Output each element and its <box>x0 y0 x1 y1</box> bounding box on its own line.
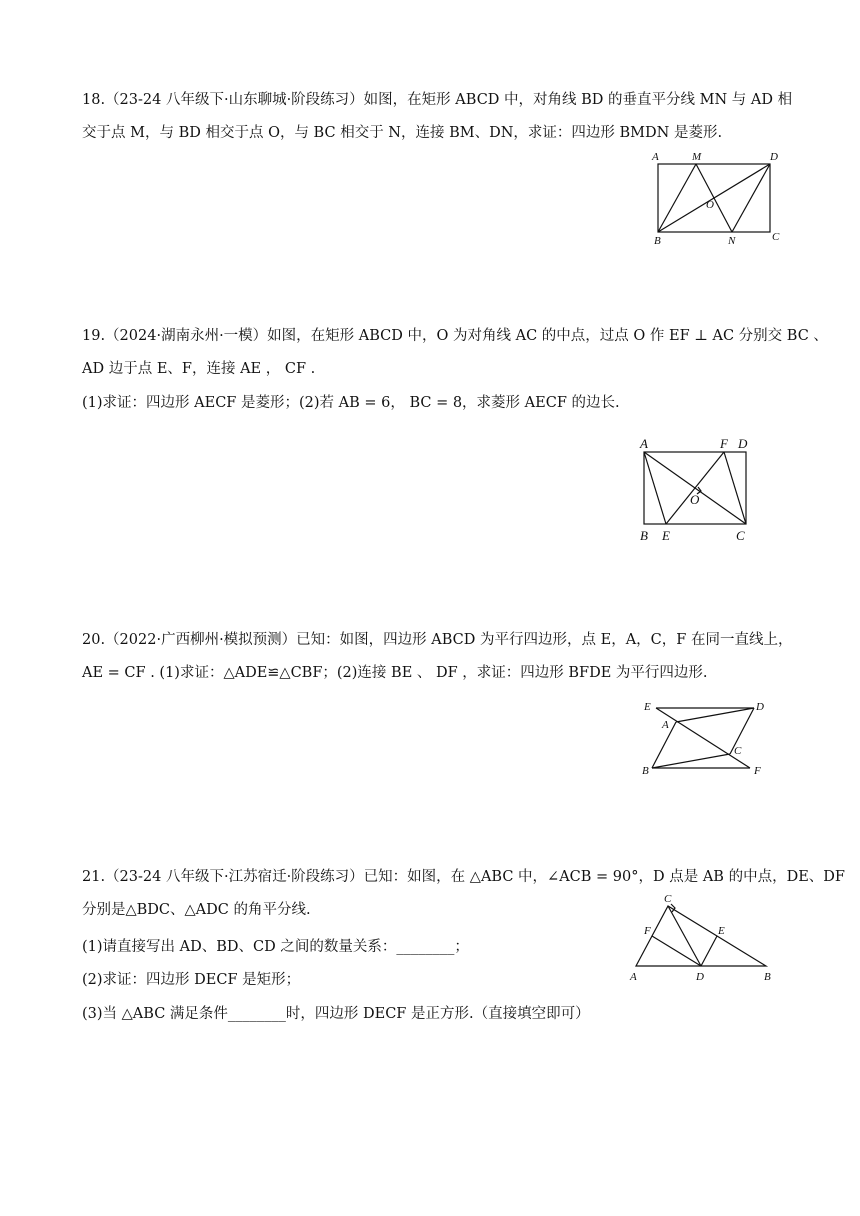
q18-label-O: O <box>706 199 714 211</box>
q21-label-F: F <box>644 925 651 937</box>
q20-figure <box>638 696 778 782</box>
q20-line-1: 20.（2022·广西柳州·模拟预测）已知：如图，四边形 ABCD 为平行四边形，点 E，A，C，F 在同一直线上， <box>82 632 793 648</box>
q21-figure <box>626 892 786 988</box>
q20-label-C: C <box>734 745 742 757</box>
q19-line-2: AD 边于点 E、F，连接 AE ， CF . <box>82 361 316 377</box>
q19-label-B: B <box>640 528 648 543</box>
q18-label-N: N <box>728 235 736 247</box>
q18-label-D: D <box>770 151 778 163</box>
q19-label-D: D <box>738 436 748 451</box>
q21-label-E: E <box>718 925 725 937</box>
q18-label-C: C <box>772 231 780 243</box>
q21-line-1: 21.（23-24 八年级下·江苏宿迁·阶段练习）已知：如图，在 △ABC 中，∠ACB = 90°，D 点是 AB 的中点，DE、DF <box>82 869 845 885</box>
q20-label-D: D <box>756 701 764 713</box>
q19-label-A: A <box>640 436 648 451</box>
q20-label-B: B <box>642 765 649 777</box>
q19-figure <box>636 434 766 546</box>
q18-label-B: B <box>654 235 661 247</box>
q19-label-C: C <box>736 528 745 543</box>
q21-label-A: A <box>630 971 637 983</box>
q18-figure <box>650 148 790 248</box>
q19-label-F: F <box>720 436 728 451</box>
q21-line-2: 分别是△BDC、△ADC 的角平分线. <box>82 902 311 918</box>
q18-label-A: A <box>652 151 659 163</box>
q20-label-E: E <box>644 701 651 713</box>
q21-label-D: D <box>696 971 704 983</box>
q19-line-3: (1)求证：四边形 AECF 是菱形；(2)若 AB = 6， BC = 8，求菱形 AECF 的边长. <box>82 395 620 411</box>
q21-line-3: (1)请直接写出 AD、BD、CD 之间的数量关系：________； <box>82 939 469 955</box>
q21-label-C: C <box>664 893 672 905</box>
q21-label-B: B <box>764 971 771 983</box>
q19-label-O: O <box>690 492 700 507</box>
q20-label-A: A <box>662 719 669 731</box>
q20-line-2: AE = CF . (1)求证：△ADE≌△CBF；(2)连接 BE 、 DF ，求证：四边形 BFDE 为平行四边形. <box>82 665 708 681</box>
q18-line-1: 18.（23-24 八年级下·山东聊城·阶段练习）如图，在矩形 ABCD 中，对角线 BD 的垂直平分线 MN 与 AD 相 <box>82 92 793 108</box>
q19-line-1: 19.（2024·湖南永州·一模）如图，在矩形 ABCD 中，O 为对角线 AC 的中点，过点 O 作 EF ⊥ AC 分别交 BC 、 <box>82 328 828 344</box>
q18-line-2: 交于点 M，与 BD 相交于点 O，与 BC 相交于 N，连接 BM、DN，求证：四边形 BMDN 是菱形. <box>82 125 723 141</box>
q19-label-E: E <box>662 528 670 543</box>
q21-line-4: (2)求证：四边形 DECF 是矩形； <box>82 972 301 988</box>
q18-label-M: M <box>692 151 702 163</box>
q20-label-F: F <box>754 765 761 777</box>
q21-line-5: (3)当 △ABC 满足条件________时，四边形 DECF 是正方形.（直接填空即可） <box>82 1006 590 1022</box>
